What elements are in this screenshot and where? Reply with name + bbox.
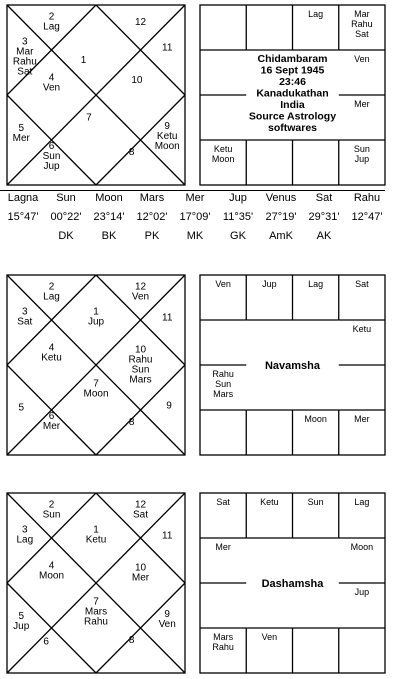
table-top-rule	[0, 190, 385, 191]
grid-cell-planets	[354, 144, 370, 164]
grid-cell-planets	[351, 9, 373, 39]
positions-degrees-row	[0, 211, 390, 227]
grid-cell-planets	[354, 414, 370, 424]
chart-info-block-line: Chidambaram	[257, 53, 328, 65]
grid-cell-planets-line: Sat	[355, 29, 369, 39]
positions-degrees-cell: 23°14'	[93, 211, 125, 223]
positions-karakas-cell: AmK	[269, 230, 293, 242]
house-4-line: Ven	[42, 82, 61, 94]
house-1-line: 1	[93, 306, 99, 318]
house-3-line: 3	[22, 306, 28, 318]
house-2-line: Sun	[42, 509, 61, 521]
house-10-line: Sun	[131, 364, 150, 376]
chart-info-block-line: softwares	[267, 122, 318, 134]
chart-title-line: Dashamsha	[261, 578, 324, 590]
grid-cell-planets-line: Ketu	[213, 144, 233, 154]
positions-header-row	[0, 192, 390, 208]
house-6-line: Jup	[43, 161, 60, 172]
grid-cell-planets	[212, 369, 234, 399]
grid-cell-planets-line: Sun	[215, 379, 232, 389]
house-12-line: 12	[134, 499, 147, 511]
house-10-line: 10	[134, 344, 147, 356]
positions-degrees-cell: 12°02'	[136, 211, 168, 223]
positions-degrees-cell: 12°47'	[351, 211, 383, 223]
grid-cell-planets-line: Lag	[354, 497, 370, 507]
positions-karaka-row	[0, 230, 390, 246]
house-1-line: Ketu	[85, 534, 107, 546]
house-2-line: Lag	[43, 21, 60, 33]
positions-headers-cell: Lagna	[7, 192, 39, 204]
house-4-line: 4	[48, 342, 55, 354]
grid-cell-planets-line: Rahu	[351, 19, 373, 29]
positions-karakas-cell: GK	[230, 230, 246, 242]
house-10-line: Mer	[131, 572, 150, 584]
grid-cell-planets	[215, 542, 231, 552]
grid-cell-planets	[308, 497, 324, 507]
house-10-line: 10	[131, 74, 143, 86]
house-2-line: 2	[48, 499, 55, 511]
positions-karakas-cell: BK	[101, 230, 117, 242]
house-11-line: 11	[162, 530, 173, 542]
grid-cell-planets-line: Mer	[354, 99, 370, 109]
rasi-south-chart	[0, 0, 400, 190]
house-12-line: 12	[134, 281, 147, 293]
grid-cell-planets	[260, 497, 279, 507]
grid-cell-planets-line: Sat	[355, 279, 369, 289]
house-3-line: Rahu	[12, 56, 37, 68]
positions-headers-cell: Moon	[95, 192, 123, 204]
house-9-line: 9	[166, 400, 172, 412]
chart-info-block-line: India	[280, 99, 305, 111]
house-7-line: Rahu	[84, 616, 108, 628]
grid-cell-planets-line: Ven	[354, 54, 370, 64]
house-2-line: 2	[48, 11, 55, 23]
chart-info-block	[249, 53, 336, 134]
grid-cell-planets	[304, 414, 327, 424]
house-1-line: Jup	[87, 316, 105, 328]
chart-info-block-line: Source Astrology	[248, 110, 337, 123]
grid-cell-planets	[212, 632, 234, 652]
house-12-line: 12	[134, 17, 147, 29]
house-4-line: Moon	[38, 570, 65, 582]
grid-cell-planets-line: Rahu	[212, 369, 234, 379]
house-5-line: 5	[18, 611, 25, 622]
grid-cell-planets	[216, 497, 230, 507]
positions-headers-cell: Venus	[265, 192, 297, 204]
house-7-line: Mars	[84, 606, 108, 618]
grid-cell-planets-line: Lag	[308, 9, 324, 19]
house-3-line: 3	[22, 524, 28, 536]
grid-cell-planets-line: Mars	[213, 632, 234, 642]
chart-title-line: Navamsha	[264, 360, 321, 372]
house-7-line: 7	[93, 596, 99, 608]
grid-cell-planets	[262, 632, 278, 642]
house-6-line: Mer	[42, 421, 61, 432]
positions-degrees-cell: 29°31'	[308, 211, 340, 223]
house-3-line: Mar	[16, 46, 34, 58]
chart-title	[262, 578, 325, 590]
chart-info-block-line: 23:46	[279, 76, 306, 88]
grid-cell-planets-line: Moon	[304, 414, 327, 424]
chart-info-block-line: 16 Sept 1945	[260, 64, 325, 77]
house-4-line: 4	[48, 560, 55, 572]
house-8-line: 8	[128, 634, 135, 646]
grid-cell-planets	[354, 497, 369, 507]
house-6-line: Sun	[42, 151, 61, 162]
positions-degrees-cell: 17°09'	[179, 211, 211, 223]
grid-cell-planets	[353, 324, 372, 334]
grid-cell-planets-line: Ketu	[352, 324, 372, 334]
house-5-line: 5	[18, 123, 25, 134]
grid-cell-planets-line: Jup	[354, 587, 370, 597]
house-10-line: Rahu	[128, 354, 153, 366]
grid-cell-planets	[354, 99, 370, 109]
positions-headers-cell: Mars	[139, 192, 165, 204]
house-12-line: Ven	[131, 291, 150, 303]
house-9-line: Ven	[158, 619, 176, 631]
house-4-line: 4	[48, 72, 55, 84]
house-2-line: 2	[48, 281, 55, 293]
grid-cell-planets	[355, 587, 370, 597]
grid-cell-planets-line: Ven	[215, 279, 231, 289]
grid-cell-planets-line: Ketu	[260, 497, 279, 507]
positions-degrees-cell: 11°35'	[222, 211, 254, 223]
house-9-line: Ketu	[156, 131, 178, 143]
grid-cell-planets-line: Mar	[354, 9, 370, 19]
grid-cell-planets-line: Jup	[354, 154, 370, 164]
house-10-line: Mars	[129, 374, 152, 386]
house-3-line: Sat	[17, 316, 33, 328]
house-10-line: 10	[134, 562, 147, 574]
grid-cell-planets	[355, 279, 369, 289]
house-7-line: Moon	[83, 388, 109, 400]
grid-cell-planets-line: Lag	[308, 279, 324, 289]
positions-headers-cell: Sun	[56, 192, 76, 204]
positions-degrees-cell: 27°19'	[265, 211, 297, 223]
positions-headers-cell: Sat	[315, 192, 333, 204]
grid-cell-planets-line: Mars	[213, 389, 234, 399]
positions-headers-cell: Jup	[229, 192, 247, 204]
grid-cell-planets	[308, 279, 323, 289]
grid-cell-planets-line: Ven	[261, 632, 278, 642]
house-8-line: 8	[128, 146, 135, 158]
house-7-line: 7	[86, 112, 92, 124]
house-5-line: 5	[18, 402, 25, 414]
grid-cell-planets-line: Rahu	[212, 642, 234, 652]
house-11-line: 11	[162, 312, 173, 324]
positions-karakas-cell: PK	[144, 230, 160, 242]
grid-cell-planets-line: Sun	[307, 497, 324, 507]
house-9-line: 9	[164, 609, 170, 621]
grid-cell-planets-line: Mer	[215, 542, 231, 552]
house-3-line: Lag	[16, 534, 34, 546]
house-3-line: 3	[22, 36, 28, 48]
house-6-line: 6	[48, 141, 55, 152]
house-2-line: Lag	[43, 291, 60, 303]
grid-cell-planets	[351, 542, 374, 552]
house-1-line: 1	[93, 524, 99, 536]
grid-cell-planets-line: Mer	[354, 414, 370, 424]
positions-headers-cell: Mer	[185, 192, 205, 204]
grid-cell-planets-line: Moon	[350, 542, 374, 552]
positions-karakas-cell: AK	[316, 230, 332, 242]
house-6-line: 6	[48, 411, 55, 422]
house-9-line: 9	[164, 121, 170, 133]
house-3-line: Sat	[17, 66, 33, 78]
grid-cell-planets-line: Jup	[262, 279, 277, 289]
house-5-line: Mer	[12, 133, 30, 144]
house-7-line: 7	[93, 378, 99, 390]
navamsha-south-chart	[0, 270, 400, 460]
grid-cell-planets	[354, 54, 370, 64]
house-8-line: 8	[128, 416, 135, 428]
grid-cell-planets	[308, 9, 323, 19]
grid-cell-planets	[262, 279, 277, 289]
positions-karakas-cell: DK	[58, 230, 74, 242]
grid-cell-planets-line: Sun	[353, 144, 370, 154]
chart-title	[265, 360, 321, 372]
house-5-line: Jup	[13, 621, 30, 632]
house-11-line: 11	[162, 42, 173, 54]
grid-cell-planets	[212, 144, 235, 164]
positions-degrees-cell: 15°47'	[7, 211, 39, 223]
house-6-line: 6	[43, 636, 49, 648]
house-1-line: 1	[80, 55, 87, 66]
grid-cell-planets-line: Moon	[211, 154, 235, 164]
positions-degrees-cell: 00°22'	[50, 211, 82, 223]
chart-info-block-line: Kanadukathan	[256, 87, 329, 100]
grid-cell-planets-line: Sat	[216, 497, 230, 507]
positions-karakas-cell: MK	[186, 230, 204, 242]
positions-headers-cell: Rahu	[353, 192, 381, 204]
house-9-line: Moon	[154, 141, 180, 153]
house-12-line: Sat	[132, 509, 149, 521]
grid-cell-planets	[215, 279, 231, 289]
house-4-line: Ketu	[41, 352, 62, 364]
dashamsha-south-chart	[0, 488, 400, 678]
